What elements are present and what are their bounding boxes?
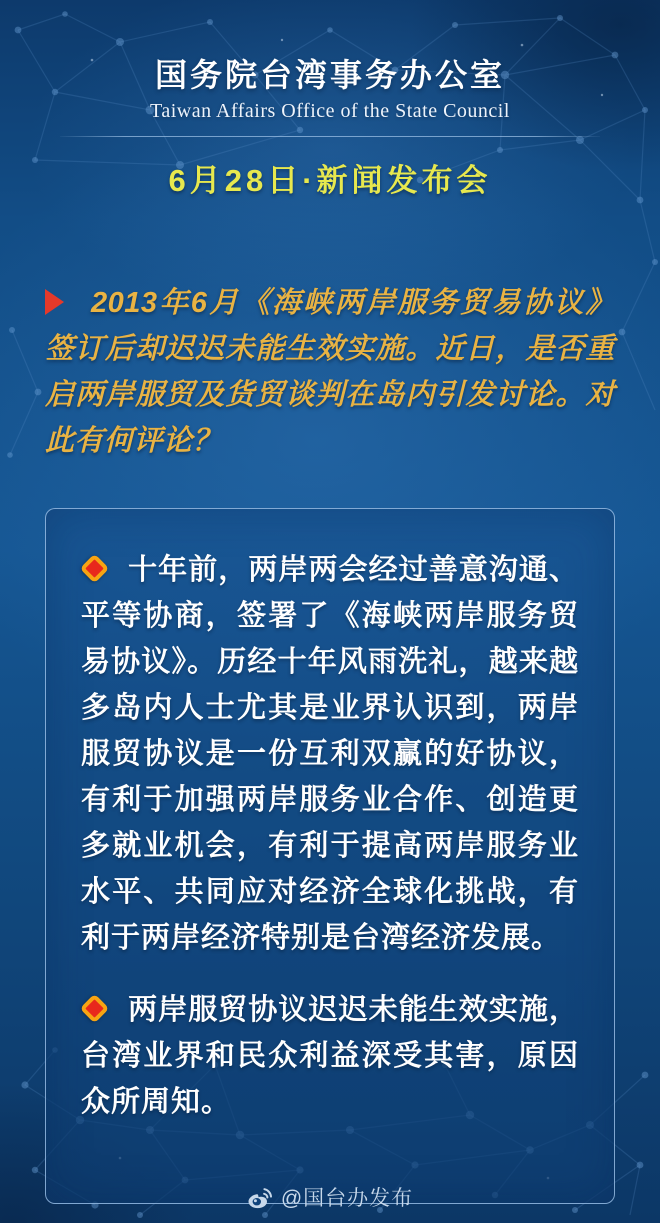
answer-item xyxy=(81,987,579,1125)
event-title: 6月28日·新闻发布会 xyxy=(168,163,492,198)
answer-text: 两岸服贸协议迟迟未能生效实施，台湾业界和民众利益深受其害，原因众所周知。 xyxy=(81,994,579,1118)
answer-item xyxy=(81,547,579,961)
question-block xyxy=(45,280,615,464)
poster-footer xyxy=(0,1182,660,1212)
weibo-handle: @国台办发布 xyxy=(280,1187,414,1210)
weibo-icon xyxy=(247,1186,274,1210)
org-title-zh: 国务院台湾事务办公室 xyxy=(154,57,505,93)
org-title-en: Taiwan Affairs Office of the State Council xyxy=(150,100,510,122)
diamond-icon xyxy=(80,554,110,584)
question-text: 2013年6月《海峡两岸服务贸易协议》签订后却迟迟未能生效实施。近日，是否重启两岸服贸及货贸谈判在岛内引发讨论。对此有何评论？ xyxy=(45,287,615,457)
play-triangle-icon xyxy=(45,289,64,315)
poster-header xyxy=(0,0,660,200)
answer-card xyxy=(45,508,615,1204)
diamond-icon xyxy=(80,994,110,1024)
header-divider xyxy=(60,136,600,137)
answer-text: 十年前，两岸两会经过善意沟通、平等协商，签署了《海峡两岸服务贸易协议》。历经十年风雨洗礼，越来越多岛内人士尤其是业界认识到，两岸服贸协议是一份互利双赢的好协议，有利于加强两岸服务业合作、创造更多就业机会，有利于提高两岸服务业水平、共同应对经济全球化挑战，有利于两岸经济特别是台湾经济发展。 xyxy=(81,554,579,954)
